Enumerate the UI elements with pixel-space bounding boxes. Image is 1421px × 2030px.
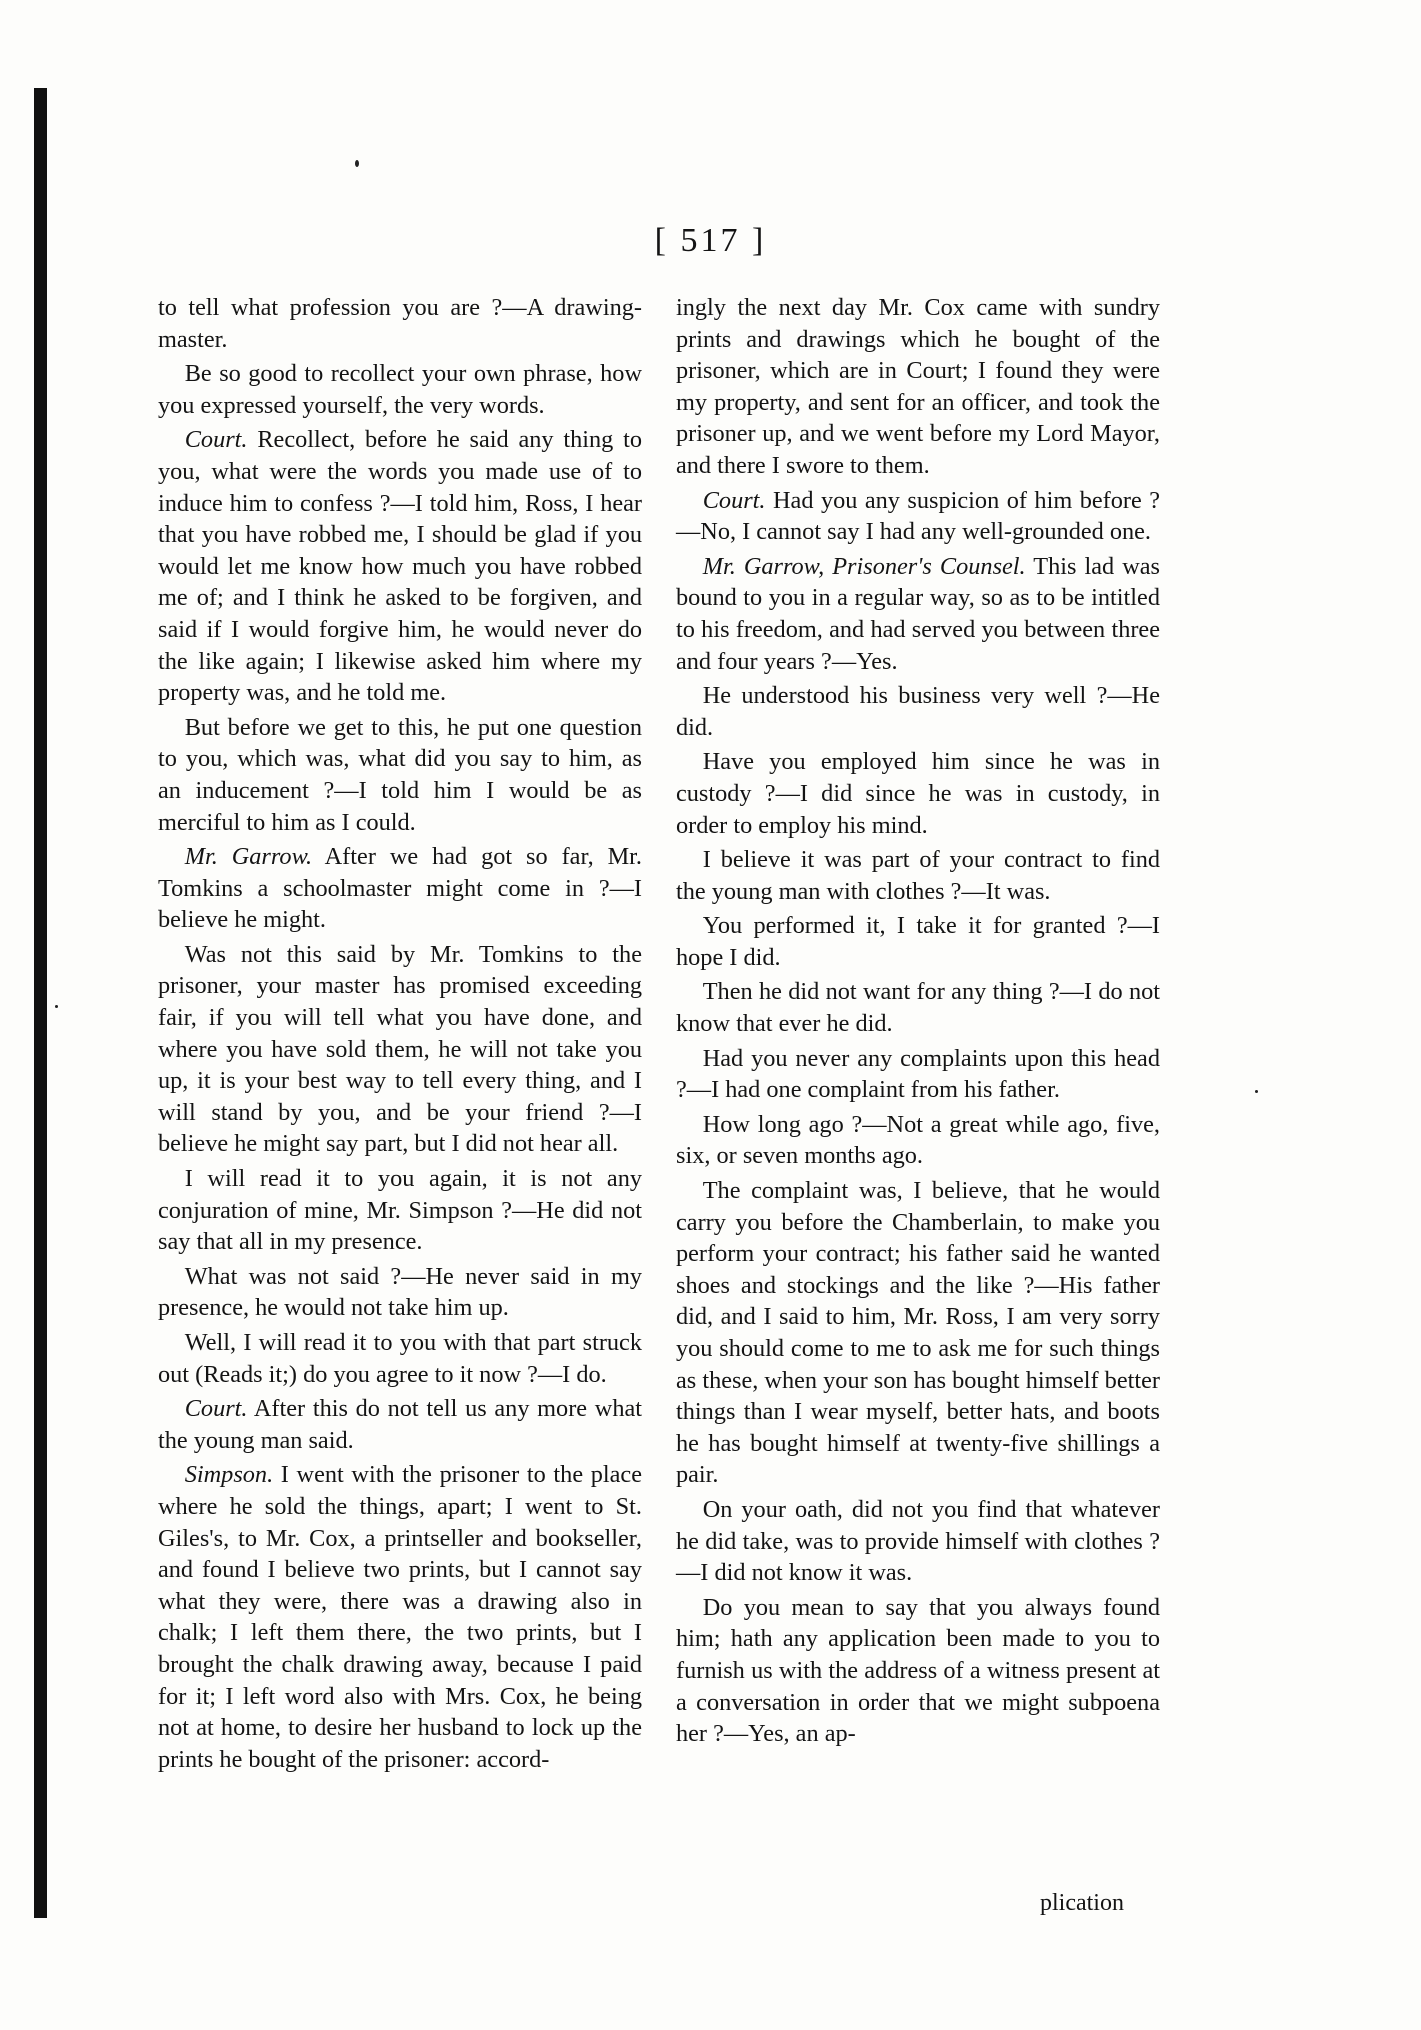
ink-speck	[55, 1005, 58, 1008]
paragraph: Had you never any complaints upon this head ?—I had one complaint from his father.	[676, 1044, 1160, 1104]
right-text-column	[676, 292, 1160, 1750]
paragraph: Court. Recollect, before he said any thing to you, what were the words you made use of to induce him to confess ?—I told him, Ross, I hear that you have robbed me, I should be glad if you would let me know how much you have robbed me of; and I think he asked to be forgiven, and said if I would forgive him, he would never do the like again; I likewise asked him where my property was, and he told me.	[158, 426, 643, 707]
left-text-column	[158, 292, 642, 1775]
paragraph: Mr. Garrow. After we had got so far, Mr. Tomkins a schoolmaster might come in ?—I believe he might.	[158, 843, 642, 934]
paragraph: Court. After this do not tell us any more what the young man said.	[158, 1395, 642, 1454]
paragraph: Then he did not want for any thing ?—I do not know that ever he did.	[676, 978, 1160, 1038]
paragraph: On your oath, did not you find that whatever he did take, was to provide himself with clothes ?—I did not know it was.	[676, 1495, 1160, 1587]
paragraph: Have you employed him since he was in custody ?—I did since he was in custody, in order to employ his mind.	[676, 748, 1160, 839]
paragraph: I will read it to you again, it is not any conjuration of mine, Mr. Simpson ?—He did not say that all in my presence.	[158, 1165, 642, 1256]
paragraph: Do you mean to say that you always found him; hath any application been made to you to furnish us with the address of a witness present at a conversation in order that we might subpoena her ?—Yes, an ap-	[676, 1593, 1160, 1748]
paragraph: He understood his business very well ?—He did.	[676, 682, 1160, 741]
binding-edge-shadow	[34, 88, 47, 1918]
paragraph: Court. Had you any suspicion of him before ?—No, I cannot say I had any well-grounded one.	[676, 486, 1160, 546]
paragraph: ingly the next day Mr. Cox came with sundry prints and drawings which he bought of the prisoner, which are in Court; I found they were my property, and sent for an officer, and took the prisoner up, and we went before my Lord Mayor, and there I swore to them.	[676, 294, 1160, 479]
paragraph: I believe it was part of your contract to find the young man with clothes ?—It was.	[676, 846, 1160, 905]
page-number: [ 517 ]	[654, 222, 767, 259]
paragraph: Was not this said by Mr. Tomkins to the prisoner, your master has promised exceeding fair, if you will tell what you have done, and where you have sold them, he will not take you up, it is your best way to tell every thing, and I will stand by you, and be your friend ?—I believe he might say part, but I did not hear all.	[158, 940, 642, 1158]
paragraph: Simpson. I went with the prisoner to the place where he sold the things, apart; I went to St. Giles's, to Mr. Cox, a printseller and bookseller, and found I believe two prints, but I cannot say what they were, there was a drawing also in chalk; I left them there, the two prints, but I brought the chalk drawing away, because I paid for it; I left word also with Mrs. Cox, he being not at home, to desire her husband to lock up the prints he bought of the prisoner: accord-	[158, 1461, 642, 1773]
paragraph: Be so good to recollect your own phrase, how you expressed yourself, the very words.	[158, 360, 642, 419]
paragraph: But before we get to this, he put one question to you, which was, what did you say to him, as an inducement ?—I told him I would be as merciful to him as I could.	[158, 713, 642, 836]
ink-speck	[355, 160, 359, 167]
paragraph: Well, I will read it to you with that part struck out (Reads it;) do you agree to it now ?—I do.	[158, 1329, 642, 1388]
paragraph: What was not said ?—He never said in my presence, he would not take him up.	[158, 1262, 642, 1322]
paragraph: You performed it, I take it for granted ?—I hope I did.	[676, 912, 1160, 971]
paragraph: How long ago ?—Not a great while ago, five, six, or seven months ago.	[676, 1110, 1160, 1170]
paragraph: Mr. Garrow, Prisoner's Counsel. This lad was bound to you in a regular way, so as to be intitled to his freedom, and had served you between three and four years ?—Yes.	[676, 552, 1160, 675]
paragraph: to tell what profession you are ?—A drawing-master.	[158, 294, 642, 353]
catchword: plication	[1040, 1890, 1124, 1916]
paragraph: The complaint was, I believe, that he would carry you before the Chamberlain, to make you perform your contract; his father said he wanted shoes and stockings and the like ?—His father did, and I said to him, Mr. Ross, I am very sorry you should come to me to ask me for such things as these, when your son has bought himself better things than I wear myself, better hats, and boots he has bought himself at twenty-five shillings a pair.	[676, 1177, 1160, 1489]
ink-speck	[1255, 1090, 1258, 1093]
